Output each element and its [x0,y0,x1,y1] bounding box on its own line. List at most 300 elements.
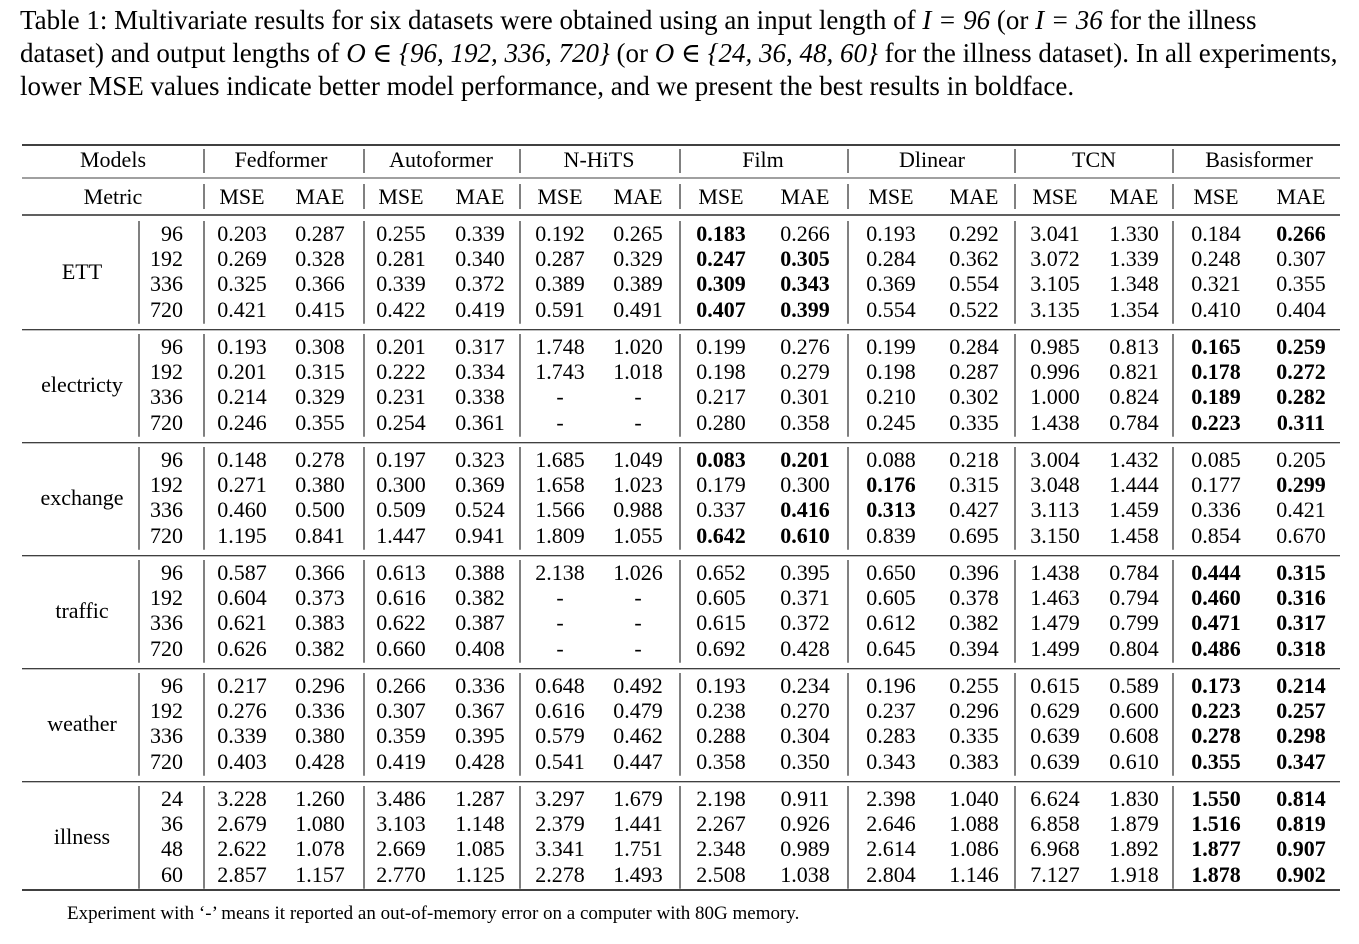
table-cell: 1.287 [455,786,505,811]
header-metric-mse: MSE [537,184,583,209]
table-cell: 0.378 [949,585,999,611]
table-cell: 0.237 [866,698,916,724]
table-cell: 0.278 [1191,723,1241,749]
table-cell: 0.650 [866,560,916,585]
table-cell: 0.491 [613,296,663,322]
table-cell: 0.214 [217,384,267,410]
caption-input-length: I = 96 [922,5,991,35]
table-cell: 1.432 [1109,447,1159,472]
table-cell: 0.218 [949,447,999,472]
table-cell: 0.178 [1191,359,1241,385]
table-cell: 0.361 [455,409,505,435]
header-metric-mae: MAE [780,184,830,209]
table-cell: 1.086 [949,836,999,862]
table-cell: 0.824 [1109,384,1159,410]
table-cell: 0.270 [780,698,830,724]
header-models-label: Models [80,147,146,172]
table-cell: 0.323 [455,447,505,472]
header-metric-mse: MSE [1193,184,1239,209]
table-cell: 3.113 [1030,497,1080,523]
table-cell: - [634,409,642,435]
table-cell: 0.325 [217,271,267,297]
table-cell: 3.135 [1030,296,1080,322]
table-cell: 3.486 [376,786,426,811]
table-cell: 0.500 [295,497,345,523]
table-cell: 3.103 [376,811,426,837]
table-cell: 0.629 [1030,698,1080,724]
table-cell: 1.447 [376,522,426,548]
table-cell: 2.614 [866,836,916,862]
header-metric-mae: MAE [295,184,345,209]
table-cell: 0.313 [866,497,916,523]
table-cell: 0.388 [455,560,505,585]
table-cell: 1.438 [1030,409,1080,435]
output-length: 192 [150,585,183,611]
table-caption [20,4,1340,103]
table-cell: 0.231 [376,384,426,410]
header-metric-mae: MAE [949,184,999,209]
table-cell: 0.246 [217,409,267,435]
table-cell: 0.271 [217,472,267,498]
table-cell: 0.660 [376,635,426,661]
table-cell: 0.284 [949,334,999,359]
table-cell: 0.814 [1276,786,1326,811]
table-cell: 0.615 [1030,673,1080,698]
table-cell: 0.269 [217,246,267,272]
table-cell: 0.642 [696,522,746,548]
table-cell: 0.217 [696,384,746,410]
table-cell: 1.438 [1030,560,1080,585]
table-cell: 0.600 [1109,698,1159,724]
header-model-dlinear: Dlinear [899,147,965,172]
output-length: 336 [150,723,183,749]
table-cell: 0.343 [780,271,830,297]
table-cell: 0.148 [217,447,267,472]
table-cell: 1.330 [1109,221,1159,246]
table-cell: 1.354 [1109,296,1159,322]
table-cell: 0.298 [1276,723,1326,749]
table-cell: 0.305 [780,246,830,272]
table-cell: 0.389 [535,271,585,297]
table-cell: 0.335 [949,409,999,435]
table-cell: 0.605 [696,585,746,611]
output-length: 96 [161,334,183,359]
table-cell: 3.004 [1030,447,1080,472]
table-cell: 0.579 [535,723,585,749]
table-cell: 0.198 [866,359,916,385]
table-cell: 6.858 [1030,811,1080,837]
table-cell: 0.404 [1276,296,1326,322]
table-cell: 0.308 [295,334,345,359]
table-cell: 1.085 [455,836,505,862]
table-cell: 1.444 [1109,472,1159,498]
table-cell: 0.335 [949,723,999,749]
table-cell: 0.841 [295,522,345,548]
table-cell: 0.608 [1109,723,1159,749]
output-length: 720 [150,748,183,774]
table-cell: 0.524 [455,497,505,523]
table-cell: - [556,384,564,410]
table-cell: 0.276 [217,698,267,724]
table-cell: 1.879 [1109,811,1159,837]
table-cell: 0.316 [1276,585,1326,611]
table-cell: 1.830 [1109,786,1159,811]
table-cell: 0.217 [217,673,267,698]
table-cell: 0.279 [780,359,830,385]
table-cell: 0.366 [295,560,345,585]
table-cell: 0.183 [696,221,746,246]
table-cell: 2.398 [866,786,916,811]
output-length: 192 [150,698,183,724]
table-cell: 0.362 [949,246,999,272]
table-cell: 0.421 [217,296,267,322]
table-cell: 0.616 [535,698,585,724]
table-cell: 0.339 [455,221,505,246]
table-cell: 3.105 [1030,271,1080,297]
header-model-fedformer: Fedformer [234,147,328,172]
output-length: 720 [150,409,183,435]
table-cell: 0.336 [455,673,505,698]
table-cell: 6.624 [1030,786,1080,811]
table-cell: 0.372 [455,271,505,297]
table-cell: 0.692 [696,635,746,661]
table-cell: 0.396 [949,560,999,585]
header-metric-mse: MSE [1032,184,1078,209]
table-cell: 0.196 [866,673,916,698]
table-cell: - [556,409,564,435]
table-cell: 0.205 [1276,447,1326,472]
table-cell: 0.193 [217,334,267,359]
table-cell: 2.138 [535,560,585,585]
table-cell: 0.339 [376,271,426,297]
table-cell: 0.173 [1191,673,1241,698]
output-length: 336 [150,610,183,636]
table-cell: 0.389 [613,271,663,297]
table-cell: 0.394 [949,635,999,661]
table-cell: 0.447 [613,748,663,774]
table-cell: 0.177 [1191,472,1241,498]
table-cell: 0.259 [1276,334,1326,359]
table-cell: 0.165 [1191,334,1241,359]
table-cell: 2.857 [217,861,267,887]
caption-prefix: Table 1: Multivariate results for six datasets were obtained using an input length of [20,5,923,35]
table-cell: 0.589 [1109,673,1159,698]
output-length: 96 [161,447,183,472]
caption-text-1: (or [990,5,1036,35]
table-cell: 0.367 [455,698,505,724]
table-cell: 0.282 [1276,384,1326,410]
table-cell: 0.907 [1276,836,1326,862]
table-cell: 0.509 [376,497,426,523]
table-cell: 0.189 [1191,384,1241,410]
output-length: 192 [150,359,183,385]
table-cell: 0.223 [1191,698,1241,724]
table-cell: 1.493 [613,861,663,887]
table-cell: 0.255 [949,673,999,698]
output-length: 192 [150,472,183,498]
table-cell: 0.382 [295,635,345,661]
table-cell: 0.615 [696,610,746,636]
caption-text-3: (or [609,38,655,68]
table-footnote: Experiment with ‘-’ means it reported an out-of-memory error on a computer with 80G memory. [67,903,800,924]
table-cell: 2.770 [376,861,426,887]
table-cell: 0.410 [1191,296,1241,322]
table-cell: 1.020 [613,334,663,359]
table-cell: 0.238 [696,698,746,724]
table-cell: 0.307 [376,698,426,724]
table-cell: 0.355 [1276,271,1326,297]
table-cell: 1.459 [1109,497,1159,523]
table-cell: 2.622 [217,836,267,862]
table-cell: 0.911 [780,786,830,811]
table-cell: 0.395 [780,560,830,585]
table-cell: 0.266 [1276,221,1326,246]
table-cell: 2.679 [217,811,267,837]
table-cell: 1.809 [535,522,585,548]
table-cell: 0.176 [866,472,916,498]
output-length: 720 [150,296,183,322]
table-cell: 0.541 [535,748,585,774]
table-cell: 0.334 [455,359,505,385]
table-cell: - [634,585,642,611]
table-cell: 0.276 [780,334,830,359]
caption-illness-input-length: I = 36 [1035,5,1103,35]
table-cell: 0.522 [949,296,999,322]
output-length: 96 [161,560,183,585]
table-cell: 3.041 [1030,221,1080,246]
table-cell: 0.460 [217,497,267,523]
table-cell: 1.260 [295,786,345,811]
table-cell: 0.311 [1276,409,1326,435]
table-cell: 0.804 [1109,635,1159,661]
table-cell: 0.203 [217,221,267,246]
table-cell: 0.369 [455,472,505,498]
header-metric-mae: MAE [613,184,663,209]
table-cell: 0.839 [866,522,916,548]
table-cell: 0.296 [949,698,999,724]
table-cell: 0.462 [613,723,663,749]
table-cell: 0.201 [780,447,830,472]
table-cell: - [634,610,642,636]
table-cell: 1.463 [1030,585,1080,611]
table-cell: 0.315 [1276,560,1326,585]
table-cell: 0.554 [866,296,916,322]
table-cell: 0.347 [1276,748,1326,774]
table-cell: 0.184 [1191,221,1241,246]
table-cell: 0.419 [455,296,505,322]
table-cell: 0.616 [376,585,426,611]
table-cell: 1.148 [455,811,505,837]
table-cell: 0.355 [1191,748,1241,774]
table-cell: 0.329 [295,384,345,410]
table-cell: 3.048 [1030,472,1080,498]
header-model-tcn: TCN [1072,147,1116,172]
table-cell: 0.214 [1276,673,1326,698]
table-cell: 1.125 [455,861,505,887]
table-cell: 7.127 [1030,861,1080,887]
table-cell: - [556,635,564,661]
table-cell: - [556,610,564,636]
table-cell: 0.626 [217,635,267,661]
output-length: 336 [150,384,183,410]
table-cell: - [556,585,564,611]
table-cell: 0.338 [455,384,505,410]
table-cell: 0.339 [217,723,267,749]
table-cell: 0.193 [866,221,916,246]
table-cell: 0.902 [1276,861,1326,887]
header-model-basisformer: Basisformer [1205,147,1313,172]
table-cell: 1.040 [949,786,999,811]
table-cell: 0.223 [1191,409,1241,435]
table-cell: 0.479 [613,698,663,724]
table-cell: 0.591 [535,296,585,322]
table-cell: 1.348 [1109,271,1159,297]
table-cell: 2.198 [696,786,746,811]
table-cell: 0.266 [376,673,426,698]
header-metric-mse: MSE [698,184,744,209]
table-cell: 0.486 [1191,635,1241,661]
table-cell: 0.278 [295,447,345,472]
output-length: 60 [161,861,183,887]
table-cell: 2.508 [696,861,746,887]
caption-suffix: for the illness dataset). In all experiments, lower MSE values indicate better model performance, and we present the best results in boldface. [20,38,1338,101]
table-cell: 1.000 [1030,384,1080,410]
table-cell: 1.018 [613,359,663,385]
table-cell: 0.985 [1030,334,1080,359]
table-cell: 0.784 [1109,409,1159,435]
table-cell: 0.996 [1030,359,1080,385]
output-length: 36 [161,811,183,837]
table-cell: 0.179 [696,472,746,498]
table-cell: 0.287 [535,246,585,272]
output-length: 96 [161,221,183,246]
table-cell: 0.403 [217,748,267,774]
table-cell: 0.813 [1109,334,1159,359]
group-label-ETT: ETT [61,258,103,284]
table-cell: 0.358 [696,748,746,774]
table-cell: 0.395 [455,723,505,749]
table-cell: 2.267 [696,811,746,837]
table-cell: 0.383 [949,748,999,774]
table-cell: 0.988 [613,497,663,523]
table-cell: 0.422 [376,296,426,322]
table-cell: 1.918 [1109,861,1159,887]
table-cell: 0.201 [376,334,426,359]
table-cell: 0.336 [295,698,345,724]
table-cell: 0.854 [1191,522,1241,548]
table-cell: 0.083 [696,447,746,472]
table-cell: 0.371 [780,585,830,611]
table-cell: 1.195 [217,522,267,548]
table-cell: 0.318 [1276,635,1326,661]
table-cell: 0.299 [1276,472,1326,498]
table-cell: 2.804 [866,861,916,887]
table-cell: 0.317 [455,334,505,359]
table-cell: 0.383 [295,610,345,636]
table-cell: 1.026 [613,560,663,585]
table-cell: 0.427 [949,497,999,523]
header-model-n-hits: N-HiTS [563,147,635,172]
table-cell: 0.428 [295,748,345,774]
table-cell: 0.408 [455,635,505,661]
table-cell: 0.821 [1109,359,1159,385]
table-cell: 1.458 [1109,522,1159,548]
table-cell: 0.399 [780,296,830,322]
group-label-illness: illness [53,823,111,849]
header-metric-mse: MSE [868,184,914,209]
table-cell: 0.265 [613,221,663,246]
header-metric-mse: MSE [219,184,265,209]
table-cell: 0.315 [295,359,345,385]
table-cell: 1.080 [295,811,345,837]
table-cell: 2.669 [376,836,426,862]
table-cell: 0.639 [1030,723,1080,749]
table-cell: 0.554 [949,271,999,297]
table-cell: 0.492 [613,673,663,698]
output-length: 96 [161,673,183,698]
group-label-traffic: traffic [55,597,109,623]
table-cell: 0.315 [949,472,999,498]
table-cell: 1.550 [1191,786,1241,811]
table-cell: 1.892 [1109,836,1159,862]
table-cell: 0.307 [1276,246,1326,272]
table-cell: 0.610 [780,522,830,548]
table-cell: 0.255 [376,221,426,246]
table-cell: 1.878 [1191,861,1241,887]
caption-text-2: for the illness dataset) and output lengths of [20,5,1257,68]
table-cell: 0.415 [295,296,345,322]
table-cell: 0.085 [1191,447,1241,472]
table-cell: 0.612 [866,610,916,636]
output-length: 48 [161,836,183,862]
table-cell: 0.670 [1276,522,1326,548]
table-cell: 0.337 [696,497,746,523]
table-cell: 1.038 [780,861,830,887]
table-cell: 0.304 [780,723,830,749]
table-cell: 1.658 [535,472,585,498]
table-cell: 0.355 [295,409,345,435]
table-cell: 1.479 [1030,610,1080,636]
table-cell: 1.078 [295,836,345,862]
header-metric-mae: MAE [455,184,505,209]
table-cell: 0.254 [376,409,426,435]
table-cell: 0.283 [866,723,916,749]
group-label-exchange: exchange [40,484,124,510]
output-length: 336 [150,497,183,523]
table-cell: 0.257 [1276,698,1326,724]
table-cell: 0.248 [1191,246,1241,272]
table-cell: 0.266 [780,221,830,246]
table-cell: 1.088 [949,811,999,837]
table-cell: 0.645 [866,635,916,661]
table-cell: 1.566 [535,497,585,523]
output-length: 720 [150,522,183,548]
table-cell: 0.350 [780,748,830,774]
table-cell: 0.302 [949,384,999,410]
table-cell: 1.877 [1191,836,1241,862]
table-cell: 6.968 [1030,836,1080,862]
table-cell: 0.380 [295,723,345,749]
table-cell: 0.197 [376,447,426,472]
table-cell: 0.819 [1276,811,1326,837]
caption-output-lengths: O ∈ {96, 192, 336, 720} [346,38,610,68]
header-metric-label: Metric [83,184,143,209]
table-cell: 0.784 [1109,560,1159,585]
table-cell: 0.222 [376,359,426,385]
output-length: 336 [150,271,183,297]
table-cell: 0.280 [696,409,746,435]
table-cell: 0.292 [949,221,999,246]
